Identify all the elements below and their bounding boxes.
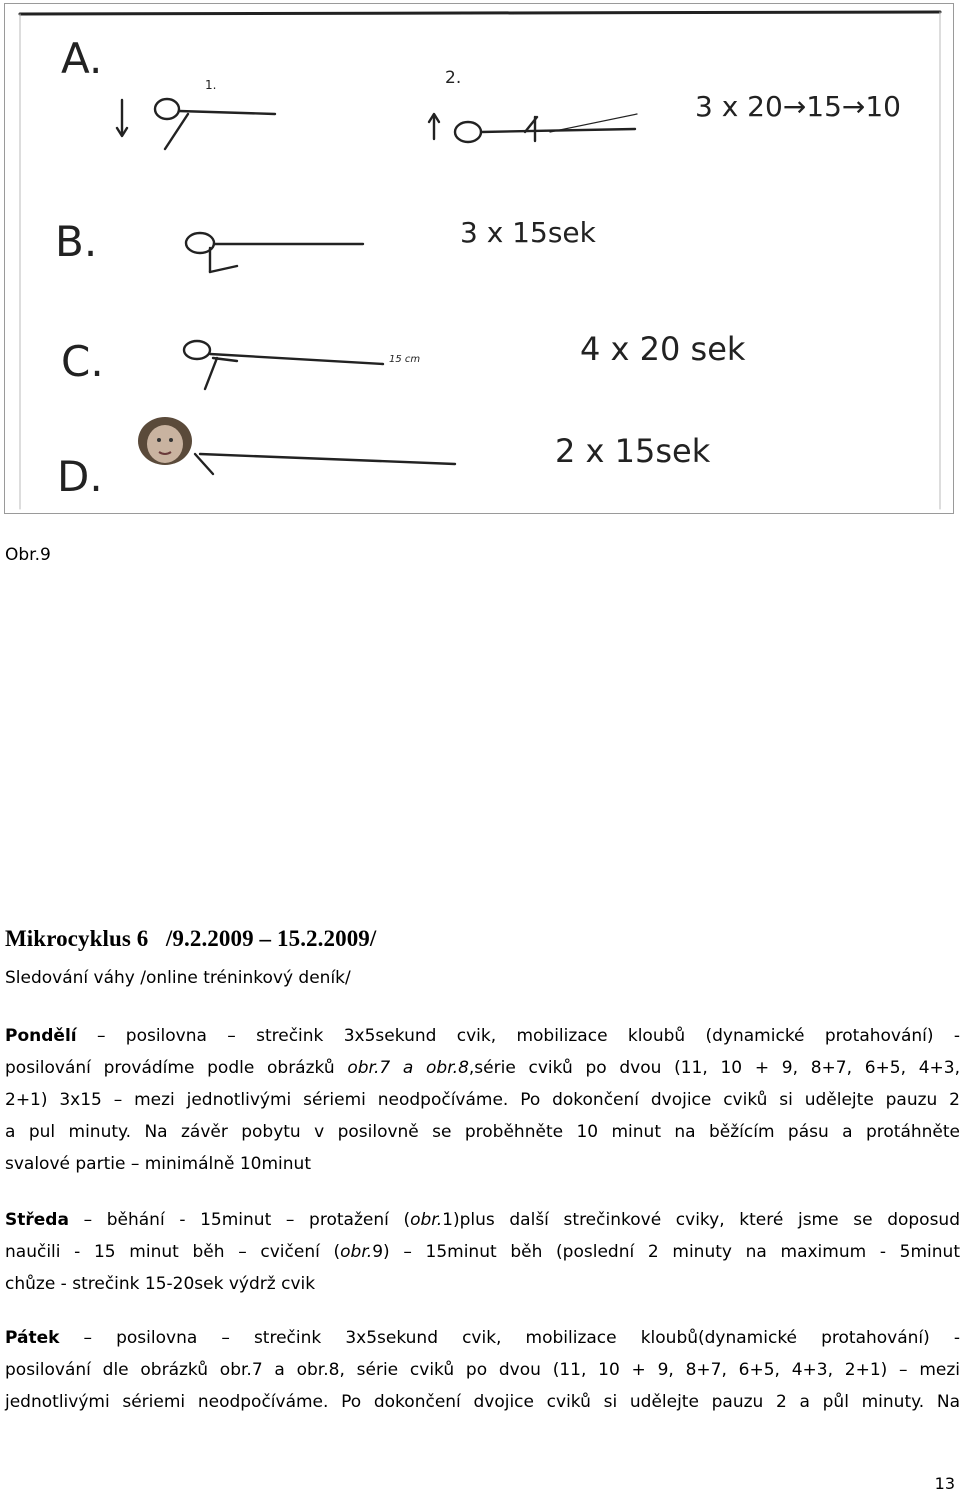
- step-1-mark: 1.: [205, 78, 217, 92]
- sketch-drawing: [5, 4, 955, 515]
- monday-line-1: Pondělí – posilovna – strečink 3x5sekund cvik, mobilizace kloubů (dynamické protahování) -: [5, 1026, 960, 1046]
- section-heading: Mikrocyklus 6 /9.2.2009 – 15.2.2009/: [5, 926, 377, 951]
- a-reps-note: 3 x 20→15→10: [695, 90, 901, 123]
- label-b: B.: [55, 217, 98, 266]
- wednesday-line-2: naučili - 15 minut běh – cvičení (obr.9) – 15minut běh (poslední 2 minuty na maximum - 5minut: [5, 1242, 960, 1262]
- c-height-note: 15 cm: [389, 354, 421, 365]
- wednesday-paragraph: [5, 1204, 960, 1300]
- monday-line-4: a pul minuty. Na závěr pobytu v posilovně se proběhněte 10 minut na běžícím pásu a protáhněte: [5, 1122, 960, 1142]
- page-number: 13: [934, 1474, 955, 1493]
- label-a: A.: [61, 34, 103, 83]
- section-subtitle: Sledování váhy /online tréninkový deník/: [5, 968, 351, 988]
- wednesday-line-3: chůze - strečink 15-20sek výdrž cvik: [5, 1274, 316, 1294]
- label-d: D.: [57, 452, 103, 501]
- wednesday-line-1: Středa – běhání - 15minut – protažení (obr.1)plus další strečinkové cviky, které jsme se doposud: [5, 1210, 960, 1230]
- monday-line-2: posilování provádíme podle obrázků obr.7 a obr.8,série cviků po dvou (11, 10 + 9, 8+7, 6+5, 4+3,: [5, 1058, 960, 1078]
- b-reps-note: 3 x 15sek: [460, 216, 596, 249]
- label-c: C.: [61, 337, 104, 386]
- friday-line-3: jednotlivými sériemi neodpočíváme. Po dokončení dvojice cviků si udělejte pauzu 2 a půl minuty. Na: [5, 1392, 960, 1412]
- day-friday: Pátek: [5, 1328, 60, 1348]
- day-wednesday: Středa: [5, 1210, 69, 1230]
- monday-line-3: 2+1) 3x15 – mezi jednotlivými sériemi neodpočíváme. Po dokončení dvojice cviků si udělejte pauzu 2: [5, 1090, 960, 1110]
- step-2-mark: 2.: [445, 68, 462, 88]
- d-reps-note: 2 x 15sek: [555, 432, 711, 470]
- friday-paragraph: [5, 1322, 960, 1418]
- face-photo-icon: [138, 417, 192, 465]
- monday-line-5: svalové partie – minimálně 10minut: [5, 1154, 311, 1174]
- c-reps-note: 4 x 20 sek: [580, 330, 746, 368]
- friday-line-1: Pátek – posilovna – strečink 3x5sekund cvik, mobilizace kloubů(dynamické protahování) -: [5, 1328, 960, 1348]
- figure-caption: Obr.9: [5, 545, 51, 565]
- day-monday: Pondělí: [5, 1026, 77, 1046]
- monday-paragraph: [5, 1020, 960, 1180]
- friday-line-2: posilování dle obrázků obr.7 a obr.8, série cviků po dvou (11, 10 + 9, 8+7, 6+5, 4+3, 2+1) – mezi: [5, 1360, 960, 1380]
- exercise-sketch-figure: [4, 3, 954, 514]
